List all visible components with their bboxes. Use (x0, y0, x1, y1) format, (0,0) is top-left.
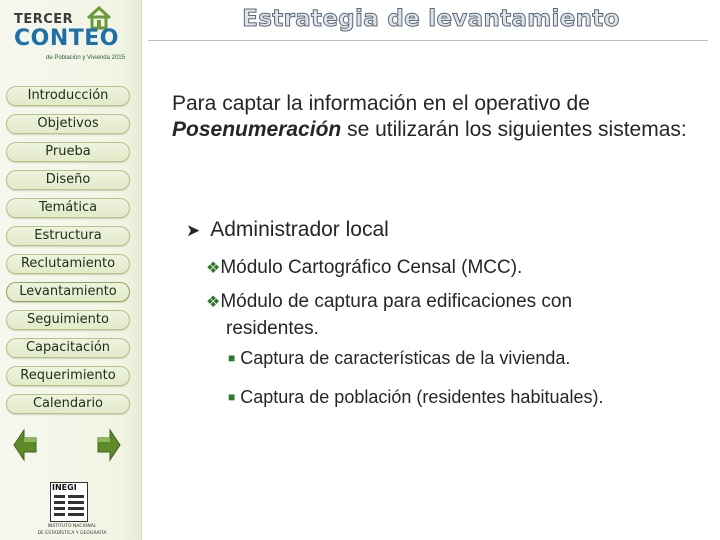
inegi-line1: INSTITUTO NACIONAL (47, 524, 97, 529)
inegi-logo (36, 482, 106, 540)
logo-line1: TERCER (14, 12, 74, 27)
arrow-left-icon[interactable] (12, 426, 38, 464)
intro-paragraph (172, 91, 692, 143)
sidebar-item-prueba[interactable]: Prueba (6, 142, 130, 162)
list-item-level2 (206, 289, 676, 342)
level3-text: Captura de población (residentes habituales). (240, 387, 604, 407)
inegi-line2: DE ESTADÍSTICA Y GEOGRAFÍA (37, 531, 107, 536)
level3-text: Captura de características de la vivienda. (240, 348, 571, 368)
level2-text-continued: residentes. (226, 318, 319, 339)
page-title: Estrategia de levantamiento (242, 6, 620, 32)
navigation-arrows (10, 426, 128, 466)
sidebar-item-estructura[interactable]: Estructura (6, 226, 130, 246)
list-item-level1 (186, 218, 389, 242)
list-item-level3 (228, 348, 570, 369)
sidebar-item-diseno[interactable]: Diseño (6, 170, 130, 190)
level2-text: Módulo de captura para edificaciones con (220, 291, 573, 312)
sidebar-item-reclutamiento[interactable]: Reclutamiento (6, 254, 130, 274)
inegi-word: INEGI (52, 483, 77, 492)
logo-line2: CONTEO (14, 26, 119, 51)
sidebar-item-introduccion[interactable]: Introducción (6, 86, 130, 106)
level1-text: Administrador local (210, 218, 389, 241)
square-bullet-icon: ■ (228, 390, 236, 404)
diamond-bullet-icon: ❖ (206, 260, 221, 277)
intro-text-after: se utilizarán los siguientes sistemas: (341, 118, 687, 141)
sidebar-item-calendario[interactable]: Calendario (6, 394, 130, 414)
sidebar-item-capacitacion[interactable]: Capacitación (6, 338, 130, 358)
sidebar-item-objetivos[interactable]: Objetivos (6, 114, 130, 134)
intro-emphasis: Posenumeración (172, 118, 342, 141)
square-bullet-icon: ■ (228, 351, 236, 365)
list-item-level2 (206, 255, 522, 282)
sidebar-item-seguimiento[interactable]: Seguimiento (6, 310, 130, 330)
list-item-level3 (228, 387, 603, 408)
tercer-conteo-logo (6, 4, 134, 66)
sidebar-item-tematica[interactable]: Temática (6, 198, 130, 218)
intro-text-before: Para captar la información en el operativo de (172, 92, 590, 115)
sidebar-item-requerimiento[interactable]: Requerimiento (6, 366, 130, 386)
sidebar (0, 0, 142, 540)
title-divider (148, 40, 708, 41)
logo-line3: de Población y Vivienda 2015 (46, 55, 125, 61)
arrow-bullet-icon: ➤ (186, 221, 201, 240)
sidebar-nav (6, 86, 134, 422)
diamond-bullet-icon: ❖ (206, 294, 221, 311)
sidebar-item-levantamiento[interactable]: Levantamiento (6, 282, 130, 302)
level2-text: Módulo Cartográfico Censal (MCC). (220, 257, 523, 278)
arrow-right-icon[interactable] (96, 426, 122, 464)
